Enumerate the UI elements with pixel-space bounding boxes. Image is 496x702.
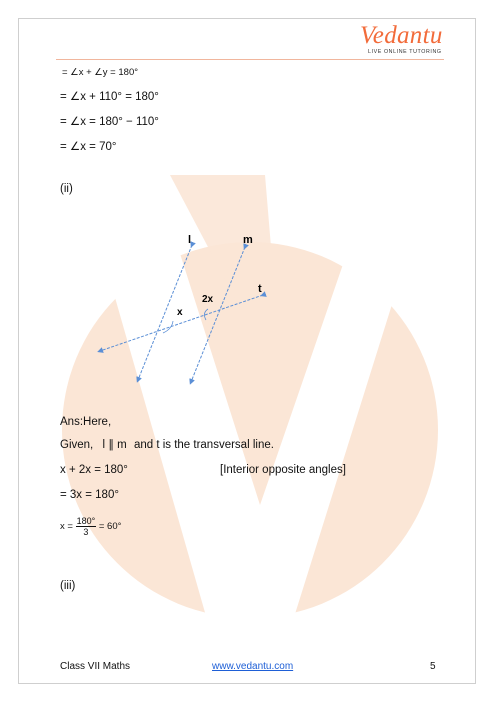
- step-line-4: = ∠x = 70°: [60, 141, 117, 153]
- parallel-lines-diagram: [80, 225, 310, 395]
- given-suffix: and t is the transversal line.: [133, 439, 274, 451]
- given-symbol: l ∥ m: [102, 439, 127, 451]
- step-line-3: = ∠x = 180° − 110°: [60, 116, 159, 128]
- equation-1: x + 2x = 180°: [60, 464, 128, 476]
- eq3-lhs: x =: [60, 521, 73, 533]
- page-number: 5: [430, 661, 436, 672]
- label-x: x: [177, 307, 183, 318]
- logo-tagline: LIVE ONLINE TUTORING: [368, 49, 442, 55]
- eq3-fraction: [76, 516, 97, 537]
- ans-label: Ans:: [60, 416, 84, 428]
- eq3-numerator: 180°: [76, 516, 96, 526]
- given-prefix: Given,: [60, 439, 94, 451]
- footer-class: Class VII Maths: [60, 661, 131, 672]
- eq3-rhs: = 60°: [98, 521, 122, 533]
- label-l: l: [188, 234, 192, 246]
- footer-website-link[interactable]: www.vedantu.com: [212, 661, 294, 672]
- equation-1-reason: [Interior opposite angles]: [220, 464, 346, 476]
- logo-text: Vedantu: [360, 22, 443, 49]
- part-iii-label: (iii): [60, 580, 76, 592]
- label-t: t: [258, 283, 262, 295]
- label-2x: 2x: [202, 294, 214, 305]
- ans-text: Here,: [83, 416, 112, 428]
- step-line-2: = ∠x + 110° = 180°: [60, 91, 159, 103]
- label-m: m: [243, 234, 253, 246]
- answer-heading: [60, 416, 111, 429]
- step-line-1: = ∠x + ∠y = 180°: [62, 67, 139, 78]
- part-ii-label: (ii): [60, 183, 73, 195]
- given-line: [60, 439, 274, 452]
- equation-3: [60, 516, 121, 537]
- header-rule: [56, 59, 444, 60]
- eq3-denominator: 3: [83, 527, 89, 537]
- vedantu-logo: [360, 22, 458, 58]
- equation-2: = 3x = 180°: [60, 489, 119, 501]
